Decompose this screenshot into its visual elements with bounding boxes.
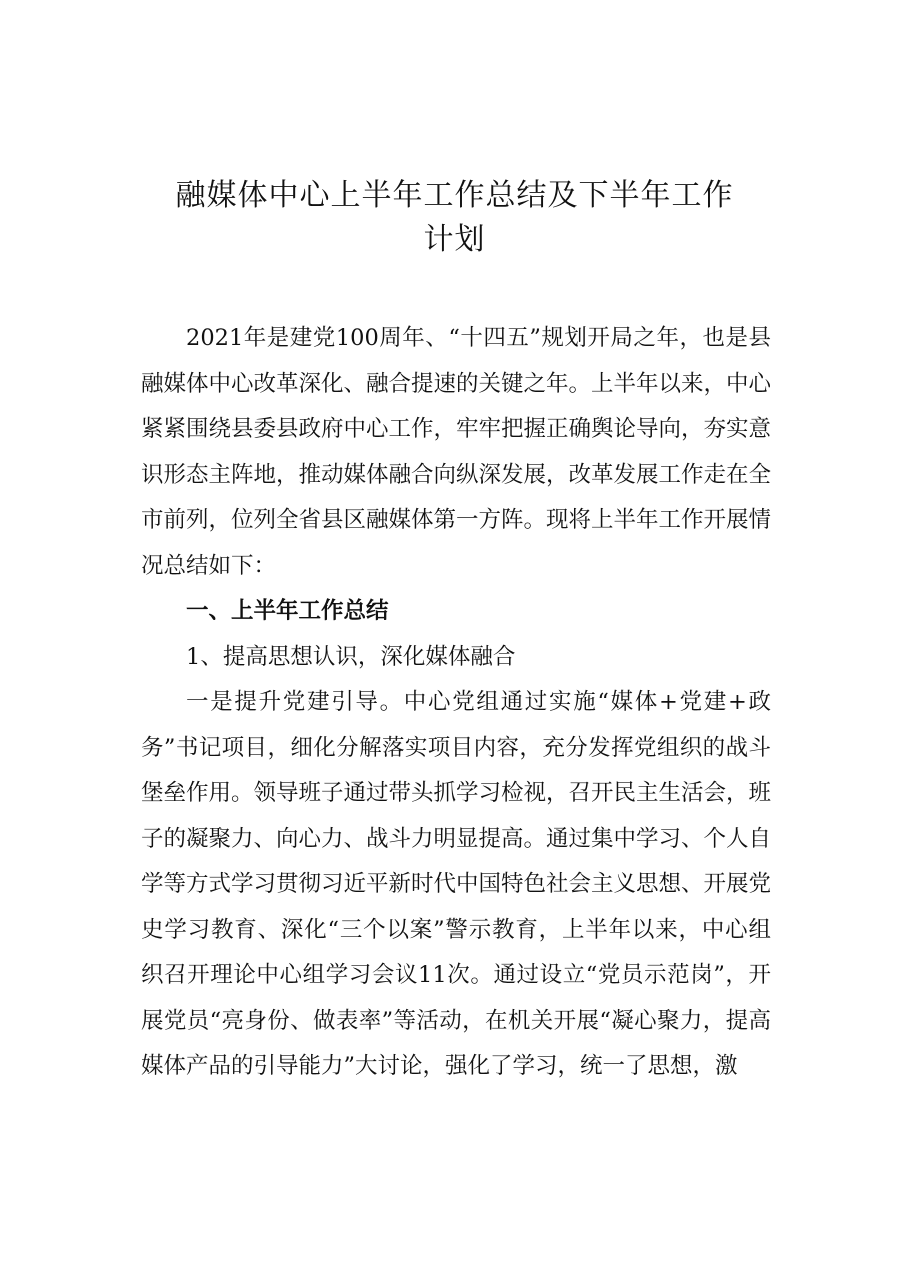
intro-paragraph: 2021年是建党100周年、“十四五”规划开局之年，也是县融媒体中心改革深化、融合提速的关键之年。上半年以来，中心紧紧围绕县委县政府中心工作，牢牢把握正确舆论导向，夯实意识形态主阵地，推动媒体融合向纵深发展，改革发展工作走在全市前列，位列全省县区融媒体第一方阵。现将上半年工作开展情况总结如下：: [141, 325, 772, 579]
section-heading: 一、上半年工作总结: [186, 598, 389, 624]
title-line-1: 融媒体中心上半年工作总结及下半年工作: [175, 178, 734, 213]
document-title: [0, 174, 909, 262]
body-paragraph: 一是提升党建引导。中心党组通过实施“媒体+党建+政务”书记项目，细化分解落实项目内容，充分发挥党组织的战斗堡垒作用。领导班子通过带头抓学习检视，召开民主生活会，班子的凝聚力、向心力、战斗力明显提高。通过集中学习、个人自学等方式学习贯彻习近平新时代中国特色社会主义思想、开展党史学习教育、深化“三个以案”警示教育，上半年以来，中心组织召开理论中心组学习会议11次。通过设立“党员示范岗”，开展党员“亮身份、做表率”等活动，在机关开展“凝心聚力，提高媒体产品的引导能力”大讨论，强化了学习，统一了思想，激: [141, 689, 772, 1079]
document-body: [141, 316, 771, 1090]
subsection-heading: 1、提高思想认识，深化媒体融合: [186, 643, 516, 670]
title-line-2: 计划: [423, 222, 486, 257]
